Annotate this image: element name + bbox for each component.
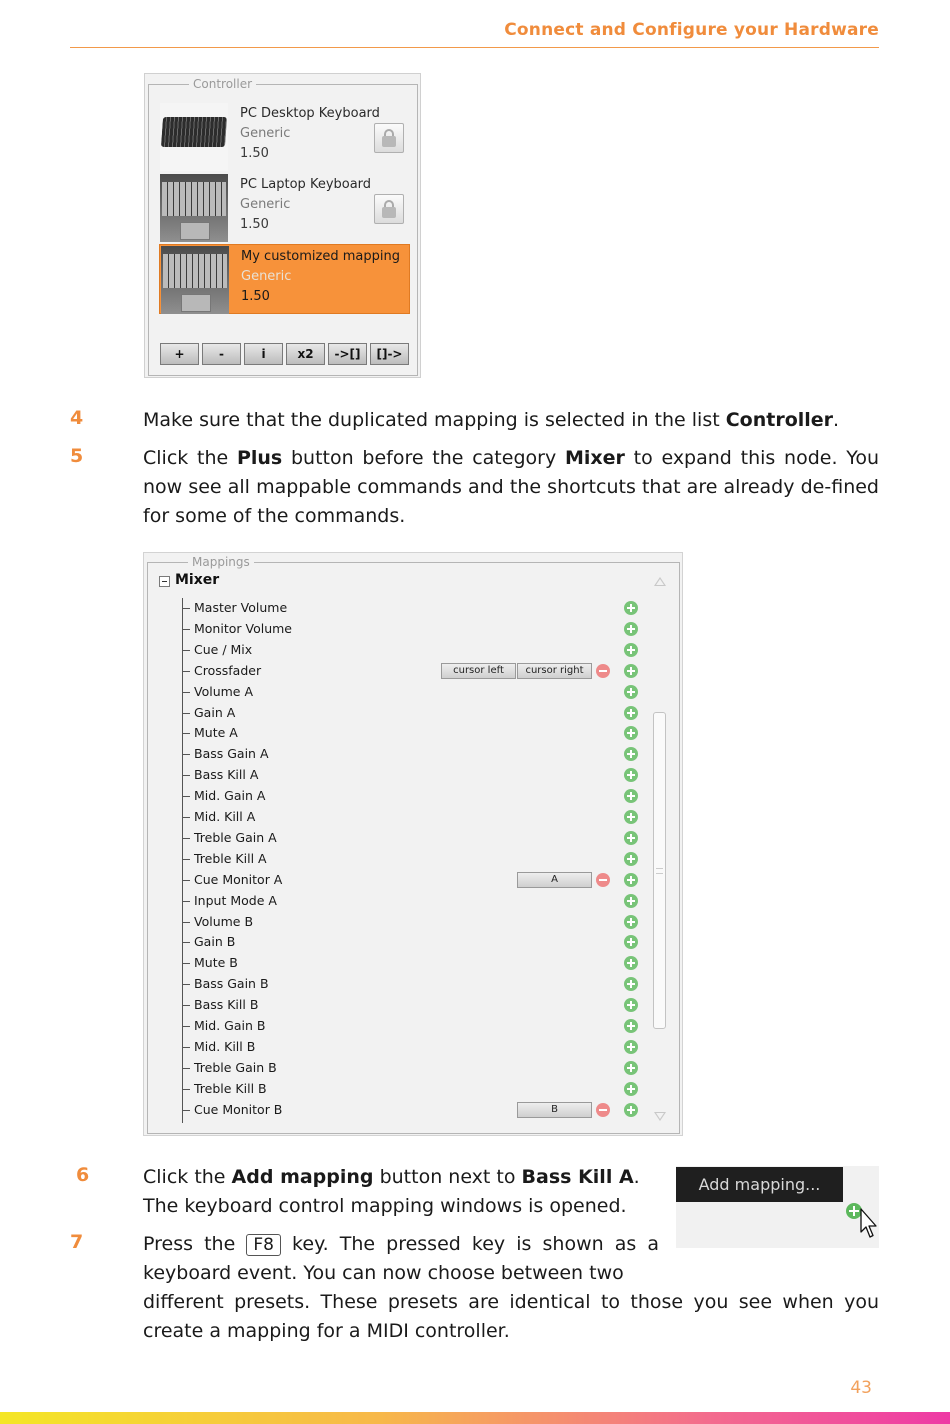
controller-name: My customized mapping: [241, 249, 400, 264]
mapping-row[interactable]: [182, 932, 662, 953]
controller-legend: Controller: [189, 77, 256, 91]
add-mapping-icon[interactable]: [624, 810, 638, 824]
mapping-row[interactable]: [182, 786, 662, 807]
add-mapping-icon[interactable]: [624, 1019, 638, 1033]
collapse-mixer-icon[interactable]: [159, 576, 170, 587]
mapping-row[interactable]: [182, 640, 662, 661]
mapping-label: Monitor Volume: [194, 620, 292, 636]
mapping-row[interactable]: [182, 682, 662, 703]
add-mapping-icon[interactable]: [624, 1082, 638, 1096]
controller-vendor: Generic: [240, 126, 291, 141]
mixer-category[interactable]: Mixer: [175, 572, 220, 588]
controller-vendor: Generic: [240, 197, 291, 212]
add-mapping-icon[interactable]: [624, 1040, 638, 1054]
mappings-group: [147, 555, 680, 1134]
controller-item[interactable]: [159, 102, 410, 172]
mapping-row[interactable]: [182, 870, 662, 891]
mapping-label: Mid. Kill B: [194, 1038, 256, 1054]
mapping-row[interactable]: [182, 807, 662, 828]
mapping-label: Bass Gain B: [194, 976, 269, 992]
mapping-row[interactable]: [182, 619, 662, 640]
controller-version: 1.50: [240, 217, 269, 232]
add-mapping-icon[interactable]: [624, 977, 638, 991]
controller-panel: [144, 73, 421, 378]
add-mapping-icon[interactable]: [624, 685, 638, 699]
mapping-row[interactable]: [182, 1058, 662, 1079]
mapping-row[interactable]: [182, 723, 662, 744]
shortcut-key[interactable]: A: [517, 872, 592, 888]
add-mapping-icon[interactable]: [624, 1061, 638, 1075]
chapter-title: Connect and Configure your Hardware: [504, 20, 879, 40]
mapping-row[interactable]: [182, 995, 662, 1016]
step-5-text: Click the Plus button before the category Mixer to expand this node. You now see all mappable commands and the shortcuts that are already de-fined for some of the commands.: [143, 447, 879, 527]
mapping-label: Input Mode A: [194, 892, 277, 908]
controller-name: PC Desktop Keyboard: [240, 106, 380, 121]
mapping-label: Volume B: [194, 913, 254, 929]
page-header: [70, 20, 879, 48]
f8-key: F8: [246, 1234, 281, 1256]
mapping-label: Mid. Gain B: [194, 1018, 266, 1033]
lock-icon[interactable]: [374, 123, 404, 153]
controller-item[interactable]: [159, 244, 410, 314]
duplicate-button[interactable]: x2: [286, 343, 325, 365]
shortcut-key[interactable]: cursor left: [441, 663, 516, 679]
mapping-row[interactable]: [182, 1016, 662, 1037]
mapping-row[interactable]: [182, 1079, 662, 1100]
mapping-label: Cue / Mix: [194, 641, 253, 657]
mapping-label: Cue Monitor B: [194, 1101, 283, 1117]
remove-mapping-icon[interactable]: [596, 664, 610, 678]
controller-version: 1.50: [240, 146, 269, 161]
shortcut-key[interactable]: cursor right: [517, 663, 592, 679]
laptop-keyboard-thumbnail: [161, 246, 229, 314]
mapping-row[interactable]: [182, 1037, 662, 1058]
add-mapping-icon[interactable]: [624, 768, 638, 782]
controller-item[interactable]: [159, 173, 410, 243]
mapping-row[interactable]: [182, 765, 662, 786]
mapping-row[interactable]: [182, 744, 662, 765]
mapping-row[interactable]: [182, 703, 662, 724]
lock-icon[interactable]: [374, 194, 404, 224]
mapping-label: Treble Kill B: [194, 1080, 267, 1096]
export-button[interactable]: []->: [370, 343, 409, 365]
add-mapping-button[interactable]: Add mapping...: [676, 1167, 843, 1202]
mapping-label: Master Volume: [194, 600, 288, 615]
mapping-label: Gain A: [194, 704, 236, 720]
mapping-row[interactable]: [182, 974, 662, 995]
add-mapping-icon[interactable]: [624, 915, 638, 929]
mapping-label: Mute A: [194, 725, 238, 741]
mapping-label: Volume A: [194, 683, 254, 699]
add-mapping-icon[interactable]: [624, 998, 638, 1012]
add-mapping-icon[interactable]: [624, 622, 638, 636]
add-mapping-icon[interactable]: [624, 747, 638, 761]
add-mapping-icon[interactable]: [624, 852, 638, 866]
step-number: 4: [70, 407, 84, 429]
controller-name: PC Laptop Keyboard: [240, 177, 372, 192]
add-mapping-icon[interactable]: [624, 873, 638, 887]
mapping-row[interactable]: [182, 849, 662, 870]
remove-mapping-icon[interactable]: [596, 1103, 610, 1117]
mapping-label: Treble Gain B: [194, 1059, 277, 1075]
info-button[interactable]: i: [244, 343, 283, 365]
step-4-text: Make sure that the duplicated mapping is selected in the list Controller.: [143, 409, 840, 431]
add-mapping-icon[interactable]: [624, 706, 638, 720]
shortcut-key[interactable]: B: [517, 1102, 592, 1118]
add-mapping-icon[interactable]: [624, 831, 638, 845]
mapping-row[interactable]: [182, 828, 662, 849]
mapping-label: Bass Gain A: [194, 746, 269, 762]
mapping-label: Mute B: [194, 955, 238, 971]
import-button[interactable]: ->[]: [328, 343, 367, 365]
scrollbar-thumb[interactable]: [653, 712, 666, 1029]
add-mapping-icon[interactable]: [624, 1103, 638, 1117]
mapping-label: Bass Kill A: [194, 767, 259, 783]
grip-icon: [656, 868, 663, 874]
mapping-label: Mid. Kill A: [194, 809, 256, 824]
controller-group: [148, 77, 418, 376]
laptop-keyboard-thumbnail: [160, 174, 228, 242]
scroll-down-icon[interactable]: [654, 1112, 666, 1121]
mappings-legend: Mappings: [188, 555, 254, 569]
mapping-row[interactable]: [182, 912, 662, 933]
mapping-label: Crossfader: [194, 662, 262, 678]
mappings-panel: [143, 552, 683, 1136]
desktop-keyboard-thumbnail: [160, 103, 228, 171]
add-mapping-inset: [676, 1166, 879, 1248]
controller-vendor: Generic: [241, 269, 292, 284]
mapping-row[interactable]: [182, 953, 662, 974]
mapping-label: Cue Monitor A: [194, 871, 283, 887]
add-mapping-icon[interactable]: [624, 601, 638, 615]
remove-mapping-icon[interactable]: [596, 873, 610, 887]
add-mapping-icon[interactable]: [624, 664, 638, 678]
add-mapping-icon[interactable]: [624, 894, 638, 908]
add-mapping-icon[interactable]: [624, 643, 638, 657]
footer-color-bar: [0, 1412, 950, 1424]
step-number: 5: [70, 445, 84, 467]
remove-controller-button[interactable]: -: [202, 343, 241, 365]
mouse-cursor-icon: [860, 1208, 878, 1240]
scroll-up-icon[interactable]: [654, 577, 666, 586]
add-mapping-icon[interactable]: [624, 935, 638, 949]
controller-version: 1.50: [241, 289, 270, 304]
mapping-label: Mid. Gain A: [194, 788, 266, 804]
step-6-text: Click the Add mapping button next to Bass Kill A. The keyboard control mapping windows is opened.: [143, 1166, 640, 1217]
add-controller-button[interactable]: +: [160, 343, 199, 365]
mapping-row[interactable]: [182, 891, 662, 912]
mapping-label: Treble Gain A: [194, 829, 277, 845]
mapping-row[interactable]: [182, 598, 662, 619]
step-number: 7: [70, 1231, 84, 1253]
mapping-row[interactable]: [182, 661, 662, 682]
mapping-row[interactable]: [182, 1100, 662, 1121]
add-mapping-icon[interactable]: [624, 726, 638, 740]
mapping-label: Bass Kill B: [194, 997, 259, 1013]
mapping-label: Treble Kill A: [194, 850, 267, 866]
add-mapping-icon[interactable]: [624, 956, 638, 970]
page-number: 43: [850, 1378, 872, 1398]
step-number: 6: [76, 1164, 90, 1186]
mapping-label: Gain B: [194, 934, 236, 950]
add-mapping-icon[interactable]: [624, 789, 638, 803]
